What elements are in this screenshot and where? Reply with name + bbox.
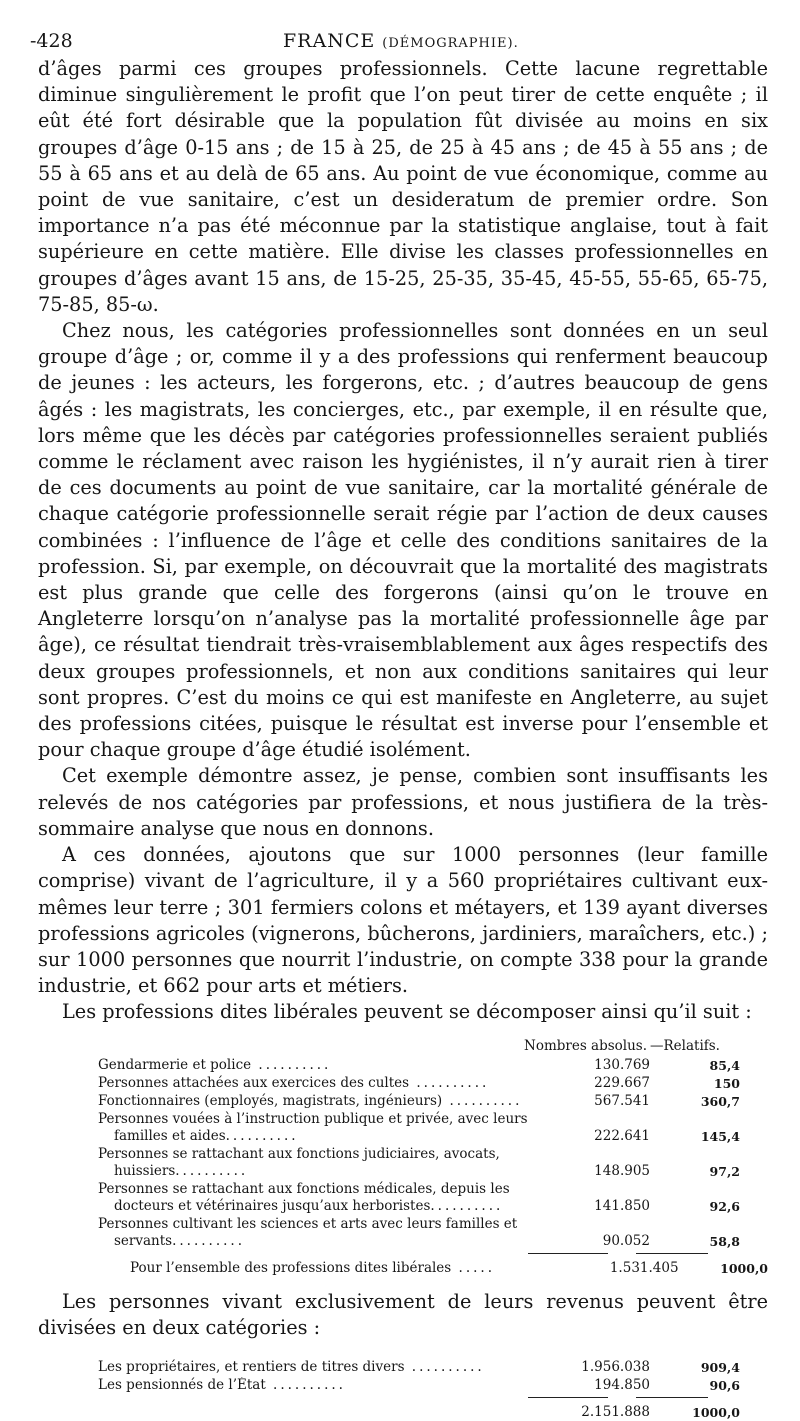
paragraph-5: Les professions dites libérales peuvent se décomposer ainsi qu’il suit : — [62, 1000, 752, 1024]
row-label-text: Personnes cultivant les sciences et arts avec leurs familles et — [98, 1215, 518, 1232]
row-label-text: Personnes se rattachant aux fonctions judiciaires, avocats, — [98, 1145, 500, 1162]
table-row — [38, 1216, 768, 1250]
total-rel: 1000,0 — [720, 1260, 768, 1276]
row-absolute-value: 222.641 — [594, 1127, 650, 1144]
page-number: -428 — [30, 30, 73, 52]
row-relative-value: 90,6 — [709, 1377, 740, 1393]
running-title-main: FRANCE — [283, 30, 376, 52]
table-body — [38, 1359, 768, 1394]
paragraph-2: Chez nous, les catégories professionnelles sont données en un seul groupe d’âge ; or, comme il y a des professions qui renferment beaucoup de jeunes : les acteurs, les forgerons, etc. ; d’autres beaucoup de gens âgés : les magistrats, les concierges, etc., par exemple, il en résulte que, lors même que les décès par catégories professionnelles seraient publiés comme le réclament avec raison les hygiénistes, il n’y aurait rien à tirer de ces documents au point de vue sanitaire, car la mortalité générale de chaque catégorie professionnelle serait régie par l’action de deux causes combinées : l’influence de l’âge et celle des conditions sanitaires de la profession. Si, par exemple, on découvrait que la mortalité des magistrats est plus grande que celle des forgerons (ainsi qu’on le trouve en Angleterre lorsqu’on n’analyse pas la mortalité professionnelle âge par âge), ce résultat tiendrait très-vraisemblablement aux âges respectifs des deux groupes professionnels, et non aux conditions sanitaires qui leur sont propres. C’est du moins ce qui est manifeste en Angleterre, au sujet des professions citées, puisque le résultat est inverse pour l’ensemble et pour chaque groupe d’âge étudié isolément. — [38, 319, 768, 762]
row-absolute-value: 194.850 — [594, 1376, 650, 1393]
table-row — [38, 1181, 768, 1215]
total-label: Pour l’ensemble des professions dites libérales ..... — [130, 1259, 495, 1276]
running-header — [30, 26, 768, 56]
table-header — [38, 1036, 768, 1056]
row-absolute-value: 130.769 — [594, 1056, 650, 1073]
table-body — [38, 1057, 768, 1250]
running-title-sub: (DÉMOGRAPHIE). — [382, 36, 519, 51]
paragraph-4: A ces données, ajoutons que sur 1000 personnes (leur famille comprise) vivant de l’agriculture, il y a 560 propriétaires cultivant eux-mêmes leur terre ; 301 fermiers colons et métayers, et 139 ayant diverses professions agricoles (vignerons, bûcherons, jardiniers, maraîchers, etc.) ; sur 1000 personnes que nourrit l’industrie, on compte 338 pour la grande industrie, et 662 pour arts et métiers. — [38, 843, 768, 998]
row-label-text: Personnes se rattachant aux fonctions médicales, depuis les — [98, 1180, 510, 1197]
row-label — [38, 1146, 538, 1180]
paragraph-1: d’âges parmi ces groupes professionnels. Cette lacune regrettable diminue singulièrement le profit que l’on peut tirer de cette enquête ; il eût été fort désirable que la population fût divisée au moins en six groupes d’âge 0-15 ans ; de 15 à 25, de 25 à 45 ans ; de 45 à 55 ans ; de 55 à 65 ans et au delà de 65 ans. Au point de vue économique, comme au point de vue sanitaire, c’est un desideratum de premier ordre. Son importance n’a pas été méconnue par la statistique anglaise, tout à fait supérieure en cette matière. Elle divise les classes professionnelles en groupes d’âges avant 15 ans, de 15-25, 25-35, 35-45, 45-55, 55-65, 65-75, 75-85, 85-ω. — [38, 57, 768, 316]
total-abs: 1.531.405 — [609, 1259, 679, 1276]
total-rel: 1000,0 — [692, 1404, 740, 1420]
row-label-text: Les pensionnés de l’État — [98, 1376, 266, 1393]
row-relative-value: 150 — [713, 1075, 740, 1091]
total-rule-rel — [636, 1397, 708, 1398]
total-rule-abs — [528, 1397, 608, 1398]
total-rule-rel — [636, 1253, 708, 1254]
row-label-text: Personnes vouées à l’instruction publique et privée, avec leurs — [98, 1110, 528, 1127]
paragraph-3: Cet exemple démontre assez, je pense, combien sont insuffisants les relevés de nos catégories par professions, et nous justifiera de la très-sommaire analyse que nous en donnons. — [38, 764, 768, 840]
row-absolute-value: 141.850 — [594, 1197, 650, 1214]
total-label-text: Pour l’ensemble des professions dites libérales — [130, 1259, 452, 1276]
total-rule-abs — [528, 1253, 608, 1254]
row-label — [38, 1181, 538, 1215]
row-label-continuation: huissiers.......... — [114, 1162, 249, 1179]
table-total-row — [38, 1260, 768, 1277]
row-label: Fonctionnaires (employés, magistrats, ingénieurs) .......... — [98, 1092, 523, 1109]
paragraph-6: Les personnes vivant exclusivement de leurs revenus peuvent être divisées en deux catégories : — [38, 1289, 768, 1339]
row-absolute-value: 148.905 — [594, 1162, 650, 1179]
revenue-table — [38, 1359, 768, 1421]
row-label-continuation-text: servants — [114, 1232, 173, 1249]
row-label-continuation-text: docteurs et vétérinaires jusqu’aux herboristes — [114, 1197, 431, 1214]
table-row — [38, 1146, 768, 1180]
total-abs: 2.151.888 — [581, 1403, 650, 1420]
table-total-row — [38, 1404, 768, 1421]
row-relative-value: 145,4 — [700, 1128, 740, 1144]
row-absolute-value: 1.956.038 — [581, 1358, 650, 1375]
total-rules — [38, 1250, 768, 1258]
running-title — [283, 30, 519, 52]
row-label — [38, 1111, 538, 1145]
row-label-text: Les propriétaires, et rentiers de titres divers — [98, 1358, 405, 1375]
row-label: Les propriétaires, et rentiers de titres divers .......... — [98, 1358, 485, 1375]
row-label-text: Fonctionnaires (employés, magistrats, ingénieurs) — [98, 1092, 443, 1109]
page — [30, 26, 768, 1421]
row-label: Gendarmerie et police .......... — [98, 1056, 332, 1073]
row-label-continuation-text: huissiers — [114, 1162, 176, 1179]
table-row — [38, 1359, 768, 1376]
row-relative-value: 97,2 — [709, 1163, 740, 1179]
table-row — [38, 1111, 768, 1145]
row-absolute-value: 90.052 — [602, 1232, 650, 1249]
row-relative-value: 58,8 — [709, 1233, 740, 1249]
row-relative-value: 360,7 — [700, 1093, 740, 1109]
row-label-continuation-text: familles et aides — [114, 1127, 226, 1144]
table-row — [38, 1075, 768, 1092]
row-relative-value: 92,6 — [709, 1198, 740, 1214]
table-row — [38, 1057, 768, 1074]
liberal-professions-table — [38, 1036, 768, 1277]
row-label-continuation: servants.......... — [114, 1232, 246, 1249]
row-label: Les pensionnés de l’État .......... — [98, 1376, 346, 1393]
row-label-text: Personnes attachées aux exercices des cultes — [98, 1074, 410, 1091]
col-header-absolute: Nombres absolus. — [524, 1037, 648, 1054]
row-absolute-value: 567.541 — [594, 1092, 650, 1109]
row-absolute-value: 229.667 — [594, 1074, 650, 1091]
total-rules — [38, 1394, 768, 1402]
row-label — [38, 1216, 538, 1250]
row-label-continuation: docteurs et vétérinaires jusqu’aux herboristes.......... — [114, 1197, 504, 1214]
row-relative-value: 909,4 — [700, 1359, 740, 1375]
table-row — [38, 1093, 768, 1110]
row-label-continuation: familles et aides.......... — [114, 1127, 299, 1144]
row-label-text: Gendarmerie et police — [98, 1056, 252, 1073]
col-header-relative: —Relatifs. — [650, 1037, 720, 1054]
table-row — [38, 1377, 768, 1394]
row-relative-value: 85,4 — [709, 1057, 740, 1073]
row-label: Personnes attachées aux exercices des cultes .......... — [98, 1074, 490, 1091]
